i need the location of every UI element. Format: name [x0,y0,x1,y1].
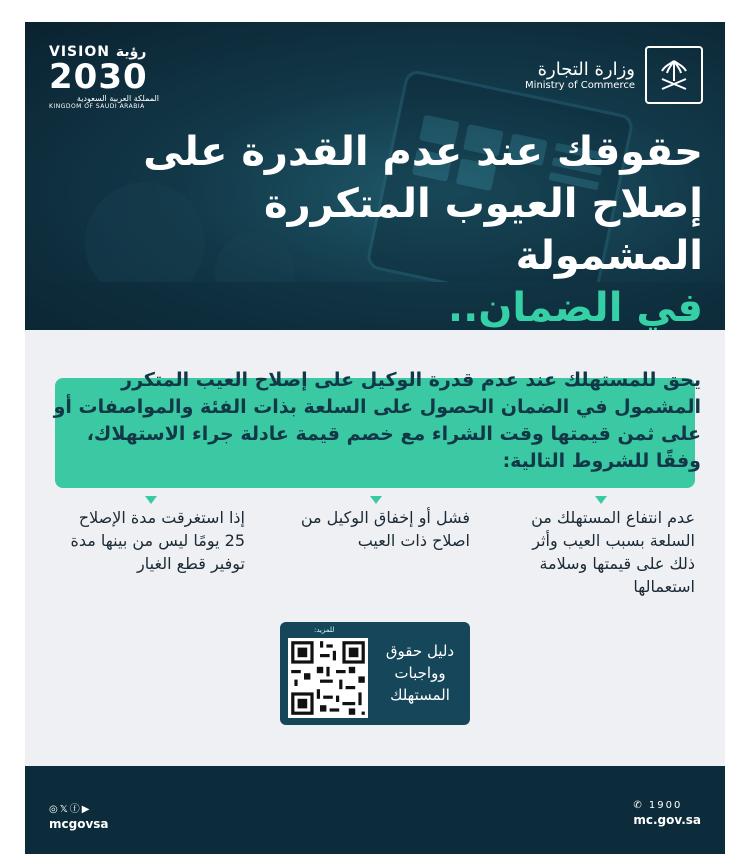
footer [25,766,725,854]
ministry-name-ar: وزارة التجارة [537,59,635,80]
palm-swords-emblem-icon [645,46,703,104]
title-line-3: في الضمان.. [447,285,703,330]
pointer-marker-icon [145,496,157,504]
footer-social [49,800,109,831]
hero-banner [25,22,725,330]
qr-guide-label: دليل حقوق وواجبات المستهلك [385,642,455,704]
qr-code-icon[interactable] [288,638,368,718]
ministry-name-en: Ministry of Commerce [525,80,635,91]
social-handle[interactable]: mcgovsa [49,817,109,831]
pointer-marker-icon [370,496,382,504]
condition-item: إذا استغرقت مدة الإصلاح 25 يومًا ليس من بينها مدة توفير قطع الغيار [55,506,245,575]
vision-label: VISION رؤية [49,44,147,60]
qr-code-card[interactable] [280,622,470,725]
footer-contact [633,800,701,827]
phone-number[interactable]: ✆ 1900 [633,800,683,811]
poster [25,22,725,854]
vision-2030-logo [49,44,159,110]
ministry-logo [525,46,703,104]
condition-item: فشل أو إخفاق الوكيل من اصلاح ذات العيب [280,506,470,552]
vision-year: 2030 [49,57,148,97]
website-link[interactable]: mc.gov.sa [633,813,701,827]
qr-more-label: للمزيد: [314,626,335,634]
title-line-1: حقوقك عند عدم القدرة على [143,129,703,175]
vision-country-ar: المملكة العربية السعودية [76,94,159,103]
condition-item: عدم انتفاع المستهلك من السلعة بسبب العيب وأثر ذلك على قيمتها وسلامة استعمالها [505,506,695,598]
vision-country-en: KINGDOM OF SAUDI ARABIA [49,103,145,110]
social-icons[interactable]: ◎𝕏ⓕ▶ [49,804,92,815]
title-line-2: إصلاح العيوب المتكررة المشمولة [264,181,703,279]
pointer-marker-icon [595,496,607,504]
body-paragraph: يحق للمستهلك عند عدم قدرة الوكيل على إصلاح العيب المتكرر المشمول في الضمان الحصول على السلعة بذات الفئة والمواصفات أو على ثمن قيمتها وقت الشراء مع خصم قيمة عادلة جراء الاستهلاك، وفقًا للشروط التالية: [53,369,701,472]
page-title [103,126,703,330]
conditions-list [55,506,695,626]
